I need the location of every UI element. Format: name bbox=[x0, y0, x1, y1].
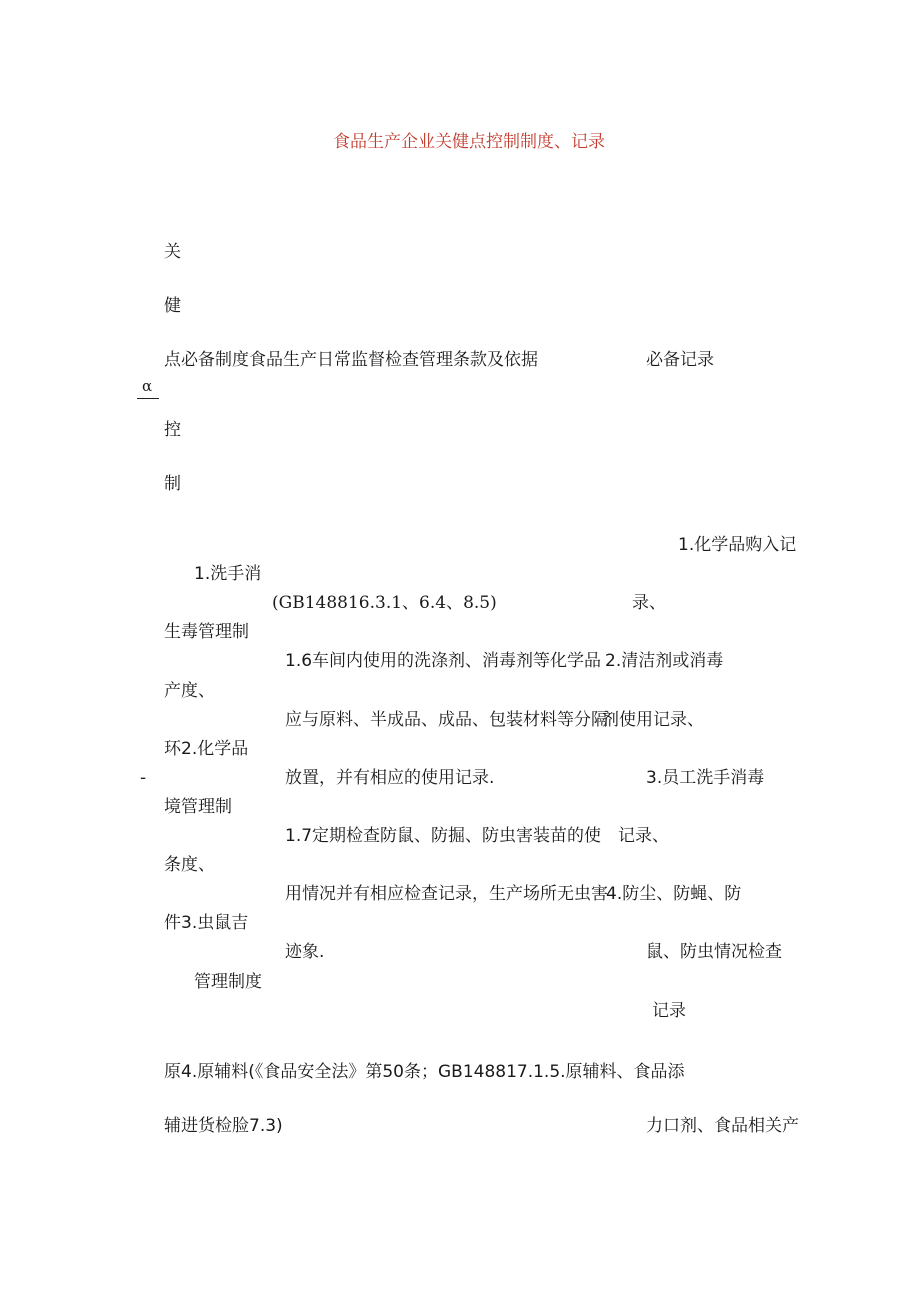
document-title: 食品生产企业关健点控制制度、记录 bbox=[333, 132, 605, 152]
header-char-3: 点 bbox=[164, 350, 181, 370]
row2-line-2-right: 力口剂、食品相关产 bbox=[646, 1116, 799, 1136]
system-line-6: 件3.虫鼠吉 bbox=[164, 913, 249, 933]
record-line-8: 鼠、防虫情况检查 bbox=[646, 942, 782, 962]
header-char-5: 制 bbox=[164, 474, 181, 494]
system-line-4: 境管理制 bbox=[164, 797, 232, 817]
clause-reference: (GB148816.3.1、6.4、8.5) bbox=[272, 593, 497, 613]
record-line-9: 记录 bbox=[652, 1001, 686, 1021]
row2-line-2-left: 辅进货检脸7.3) bbox=[164, 1116, 283, 1136]
system-line-3: 环2.化学品 bbox=[164, 739, 249, 759]
header-char-1: 关 bbox=[164, 242, 181, 262]
record-line-3: 2.清洁剂或消毒 bbox=[605, 651, 724, 671]
row2-line-1: 原4.原辅料(《食品安全法》第50条；GB148817.1.5.原辅料、食品添 bbox=[164, 1062, 685, 1082]
system-item-1: 1.洗手消 bbox=[194, 564, 262, 584]
clause-line-2: 应与原料、半成品、成品、包装材料等分隔 bbox=[285, 710, 608, 730]
clause-line-6: 迹象. bbox=[285, 942, 325, 962]
clause-line-4: 1.7定期检查防鼠、防掘、防虫害装苗的使 bbox=[285, 826, 602, 846]
header-inspection-clauses: 食品生产日常监督检查管理条款及依据 bbox=[249, 350, 538, 370]
record-line-1: 1.化学品购入记 bbox=[678, 535, 797, 555]
system-line-1: 生毒管理制 bbox=[164, 622, 249, 642]
header-required-system: 必备制度 bbox=[181, 350, 249, 370]
clause-line-3: 放置，并有相应的使用记录. bbox=[285, 768, 495, 788]
record-line-6: 记录、 bbox=[618, 826, 669, 846]
short-rule bbox=[137, 398, 159, 399]
record-line-4: 剂使用记录、 bbox=[602, 710, 704, 730]
header-char-4: 控 bbox=[164, 420, 181, 440]
record-line-5: 3.员工洗手消毒 bbox=[646, 768, 765, 788]
system-line-2: 产度、 bbox=[164, 681, 215, 701]
system-line-7: 管理制度 bbox=[194, 972, 262, 992]
row-dash: - bbox=[140, 768, 147, 788]
header-char-2: 健 bbox=[164, 296, 181, 316]
record-line-7: 4.防尘、防蝇、防 bbox=[606, 884, 742, 904]
alpha-mark: α bbox=[142, 377, 153, 395]
clause-line-1: 1.6车间内使用的洗涤剂、消毒剂等化学品 bbox=[285, 651, 602, 671]
header-required-records: 必备记录 bbox=[646, 350, 714, 370]
clause-line-5: 用情况并有相应检查记录，生产场所无虫害 bbox=[285, 884, 608, 904]
record-line-2: 录、 bbox=[632, 593, 666, 613]
system-line-5: 条度、 bbox=[164, 855, 215, 875]
